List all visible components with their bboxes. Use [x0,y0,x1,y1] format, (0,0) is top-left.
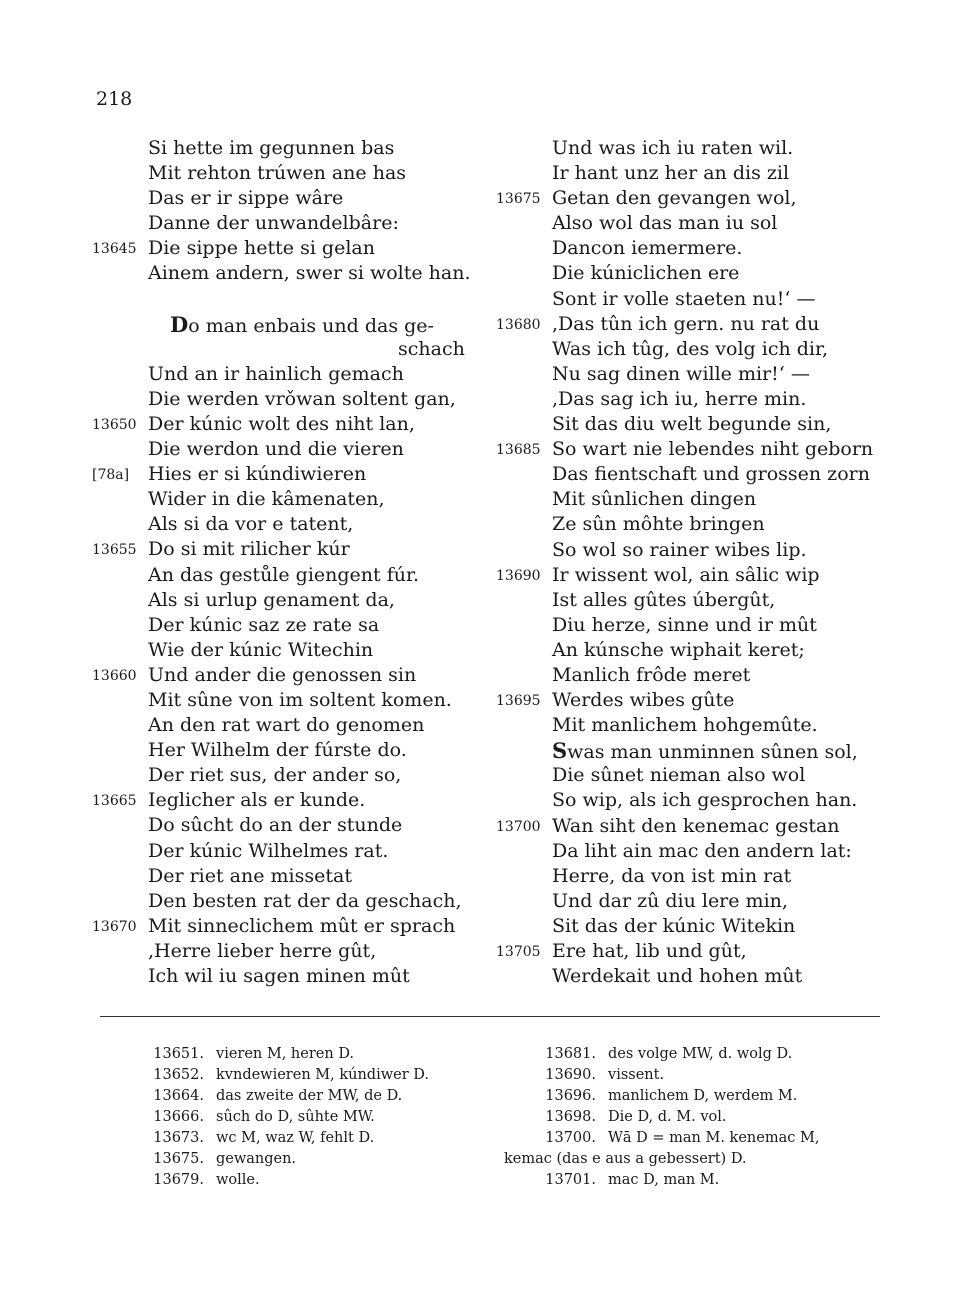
verse-text: Do sûcht do an der stunde [148,814,403,837]
verse-text: Also wol das man iu sol [552,212,778,235]
verse-line [92,889,492,914]
verse-text: Sit das diu welt begunde sin, [552,413,832,436]
verse-text: Und an ir hainlich gemach [148,362,404,385]
verse-line [92,864,492,889]
footnote-number: 13700. [545,1130,596,1146]
verse-text: Mit sûnlichen dingen [552,488,757,511]
verse-text: Werdekait und hohen mût [552,965,803,988]
line-number: 13665 [92,793,137,810]
verse-text: So wart nie lebendes niht geborn [552,438,874,461]
verse-line [496,814,896,839]
line-number: 13645 [92,241,137,258]
verse-line [92,763,492,788]
verse-line [496,387,896,412]
verse-line [496,261,896,286]
verse-line [92,688,492,713]
footnote [504,1044,904,1065]
verse-line [496,161,896,186]
verse-line [496,487,896,512]
verse-line [92,362,492,387]
verse-text: Und was ich iu raten wil. [552,137,794,159]
verse-line [92,462,492,487]
verse-line [92,412,492,437]
verse-text: Ir hant unz her an dis zil [552,162,790,185]
verse-text: So wol so rainer wibes lip. [552,538,807,561]
verse-line [92,914,492,939]
footnote-number: 13675. [153,1151,204,1167]
verse-line [92,136,492,161]
verse-text: was man unminnen sûnen sol, [567,741,858,764]
verse-text: Ir wissent wol, ain sâlic wip [552,563,820,586]
verse-text: Als si da vor e tatent, [148,513,354,536]
verse-text: So wip, als ich gesprochen han. [552,789,858,812]
verse-line [496,563,896,588]
verse-text: Herre, da von ist min rat [552,864,792,887]
verse-line [92,813,492,838]
verse-line [92,713,492,738]
footnote-number: 13681. [545,1046,596,1062]
footnote [504,1128,904,1149]
footnote-divider [100,1016,880,1017]
footnote-text: gewangen. [216,1151,297,1167]
verse-line [496,211,896,236]
page-number: 218 [96,88,133,110]
verse-text: Do si mit rilicher kúr [148,538,350,561]
verse-text: Mit manlichem hohgemûte. [552,714,818,737]
verse-text: Das er ir sippe wâre [148,187,344,210]
footnote [140,1086,480,1107]
verse-line [496,638,896,663]
verse-text: Der kúnic Wilhelmes rat. [148,839,389,862]
verse-line [92,287,492,312]
line-number: 13705 [496,944,541,960]
verse-text: Mit sinneclichem mût er sprach [148,914,456,937]
verse-line [496,688,896,713]
footnote [504,1107,904,1128]
verse-line [496,437,896,462]
verse-text: Werdes wibes gûte [552,689,735,712]
footnote [140,1107,480,1128]
verse-text: Da liht ain mac den andern lat: [552,839,852,862]
footnote-number: 13664. [153,1088,204,1104]
verse-line [496,713,896,738]
verse-text: Getan den gevangen wol, [552,187,797,210]
verse-line [496,889,896,914]
footnote-text: wolle. [216,1172,260,1188]
verse-line [92,788,492,813]
footnote [504,1149,904,1170]
verse-line [92,261,492,286]
verse-line [92,236,492,261]
verse-text: Das fientschaft und grossen zorn [552,463,870,486]
footnote [140,1128,480,1149]
verse-line [496,287,896,312]
footnote-number: 13696. [545,1088,596,1104]
verse-text: Der kúnic saz ze rate sa [148,613,380,636]
verse-line [496,964,896,989]
verse-line [92,588,492,613]
verse-text: Der kúnic wolt des niht lan, [148,412,415,435]
verse-text: Manlich frôde meret [552,663,751,686]
verse-line [92,161,492,186]
verse-line [496,939,896,964]
verse-text: Die werdon und die vieren [148,438,404,461]
footnote-text: sûch do D, sûhte MW. [216,1109,375,1125]
verse-text: Her Wilhelm der fúrste do. [148,739,407,762]
line-number: 13700 [496,818,541,835]
footnote-text: des volge MW, d. wolg D. [608,1046,793,1062]
verse-line [92,613,492,638]
verse-text: Als si urlup genament da, [148,588,395,611]
verse-text: Und ander die genossen sin [148,663,417,686]
verse-line [92,487,492,512]
footnote-number: 13690. [545,1067,596,1083]
footnote [140,1170,480,1191]
verse-line [92,663,492,688]
verse-line [92,738,492,763]
footnote [140,1149,480,1170]
verse-text: Si hette im gegunnen bas [148,137,395,159]
verse-text: An den rat wart do genomen [148,714,425,737]
verse-text: Ieglicher als er kunde. [148,789,366,812]
verse-line [496,337,896,362]
verse-line [496,663,896,688]
verse-line [496,462,896,487]
line-number: 13675 [496,191,541,208]
verse-text: Diu herze, sinne und ir mût [552,613,817,636]
footnote-text: wc M, waz W, fehlt D. [216,1130,375,1146]
verse-text: Sont ir volle staeten nu!‘ — [552,287,816,310]
footnote-text: kemac (das e aus a gebessert) D. [504,1151,747,1167]
verse-text: Ere hat, lib und gût, [552,940,747,962]
verse-line [92,563,492,588]
footnote [504,1065,904,1086]
verse-line [496,864,896,889]
verse-text: Wan siht den kenemac gestan [552,814,840,837]
verse-line [496,236,896,261]
footnote-text: vieren M, heren D. [216,1046,355,1062]
footnote-text: das zweite der MW, de D. [216,1088,403,1104]
verse-text: Mit sûne von im soltent komen. [148,688,452,711]
verse-text: schach [398,337,465,360]
verse-line [92,839,492,864]
verse-line [496,588,896,613]
verse-text: An kúnsche wiphait keret; [552,638,805,661]
footnote [504,1170,904,1191]
verse-text: Sit das der kúnic Witekin [552,914,796,937]
verse-text: Ist alles gûtes úbergût, [552,588,776,611]
verse-text: Hies er si kúndiwieren [148,463,367,486]
verse-line [496,362,896,387]
verse-text: Und dar zû diu lere min, [552,889,788,912]
footnote-number: 13701. [545,1172,596,1188]
line-number: 13695 [496,693,541,710]
verse-text: ,Herre lieber herre gût, [148,939,377,962]
footnote-text: Die D, d. M. vol. [608,1109,727,1125]
verse-line [496,914,896,939]
footnote-text: mac D, man M. [608,1172,720,1188]
footnote-number: 13679. [153,1172,204,1188]
verse-text: Dancon iemermere. [552,237,743,260]
line-number: 13685 [496,442,541,459]
footnote-number: 13651. [153,1046,204,1062]
verse-line [92,211,492,236]
verse-text: Mit rehton trúwen ane has [148,162,407,185]
decorated-initial: S [552,738,568,764]
footnote-number: 13652. [153,1067,204,1083]
footnote-text: vissent. [608,1067,665,1083]
verse-text: An das gestůle giengent fúr. [148,563,420,586]
verse-line [496,538,896,563]
verse-text: o man enbais und das ge- [188,314,434,337]
verse-text: ,Das tûn ich gern. nu rat du [552,312,820,335]
footnote [504,1086,904,1107]
verse-text: Die sippe hette si gelan [148,237,375,260]
verse-line [92,387,492,412]
verse-text: Danne der unwandelbâre: [148,212,399,235]
verse-text: Nu sag dinen wille mir!‘ — [552,362,810,385]
right-verse-column [496,136,896,989]
verse-line [92,512,492,537]
verse-line [92,638,492,663]
footnote-number: 13666. [153,1109,204,1125]
line-number: 13655 [92,542,137,559]
verse-text: Die kúniclichen ere [552,262,740,285]
verse-text: Den besten rat der da geschach, [148,889,462,912]
verse-text: ,Das sag ich iu, herre min. [552,387,807,410]
verse-line [496,613,896,638]
verse-line [496,136,896,161]
verse-text: Der riet sus, der ander so, [148,764,402,787]
footnotes-left [140,1044,480,1191]
verse-line [92,312,492,337]
line-number: 13690 [496,567,541,584]
verse-text: Wie der kúnic Witechin [148,638,374,661]
verse-line [496,788,896,813]
footnote [140,1065,480,1086]
footnote-text: kvndewieren M, kúndiwer D. [216,1067,429,1083]
line-number: [78a] [92,467,130,484]
footnote-number: 13673. [153,1130,204,1146]
verse-line [496,763,896,788]
verse-text: Die werden vrǒwan soltent gan, [148,387,456,410]
verse-line [496,512,896,537]
verse-line [496,738,896,763]
verse-line [92,939,492,964]
line-number: 13650 [92,416,137,433]
footnotes-right [504,1044,904,1191]
line-number: 13670 [92,918,137,935]
verse-line [92,186,492,211]
verse-text: Der riet ane missetat [148,864,352,887]
line-number: 13680 [496,316,541,333]
verse-text: Die sûnet nieman also wol [552,764,806,787]
footnote-number: 13698. [545,1109,596,1125]
verse-text: Ze sûn môhte bringen [552,513,765,536]
verse-line [496,839,896,864]
left-verse-column [92,136,492,989]
footnote [140,1044,480,1065]
verse-line [92,537,492,562]
footnote-text: Wā D = man M. kenemac M, [608,1130,820,1146]
verse-line [92,437,492,462]
verse-text: Wider in die kâmenaten, [148,488,385,511]
verse-text: Was ich tûg, des volg ich dir, [552,337,829,360]
verse-line [496,186,896,211]
verse-text: Ich wil iu sagen minen mût [148,965,410,987]
verse-line [92,964,492,989]
verse-line [496,412,896,437]
decorated-initial: D [170,311,189,337]
verse-text: Ainem andern, swer si wolte han. [148,262,471,285]
line-number: 13660 [92,667,137,684]
footnote-text: manlichem D, werdem M. [608,1088,798,1104]
verse-line [496,312,896,337]
verse-line [92,337,492,362]
